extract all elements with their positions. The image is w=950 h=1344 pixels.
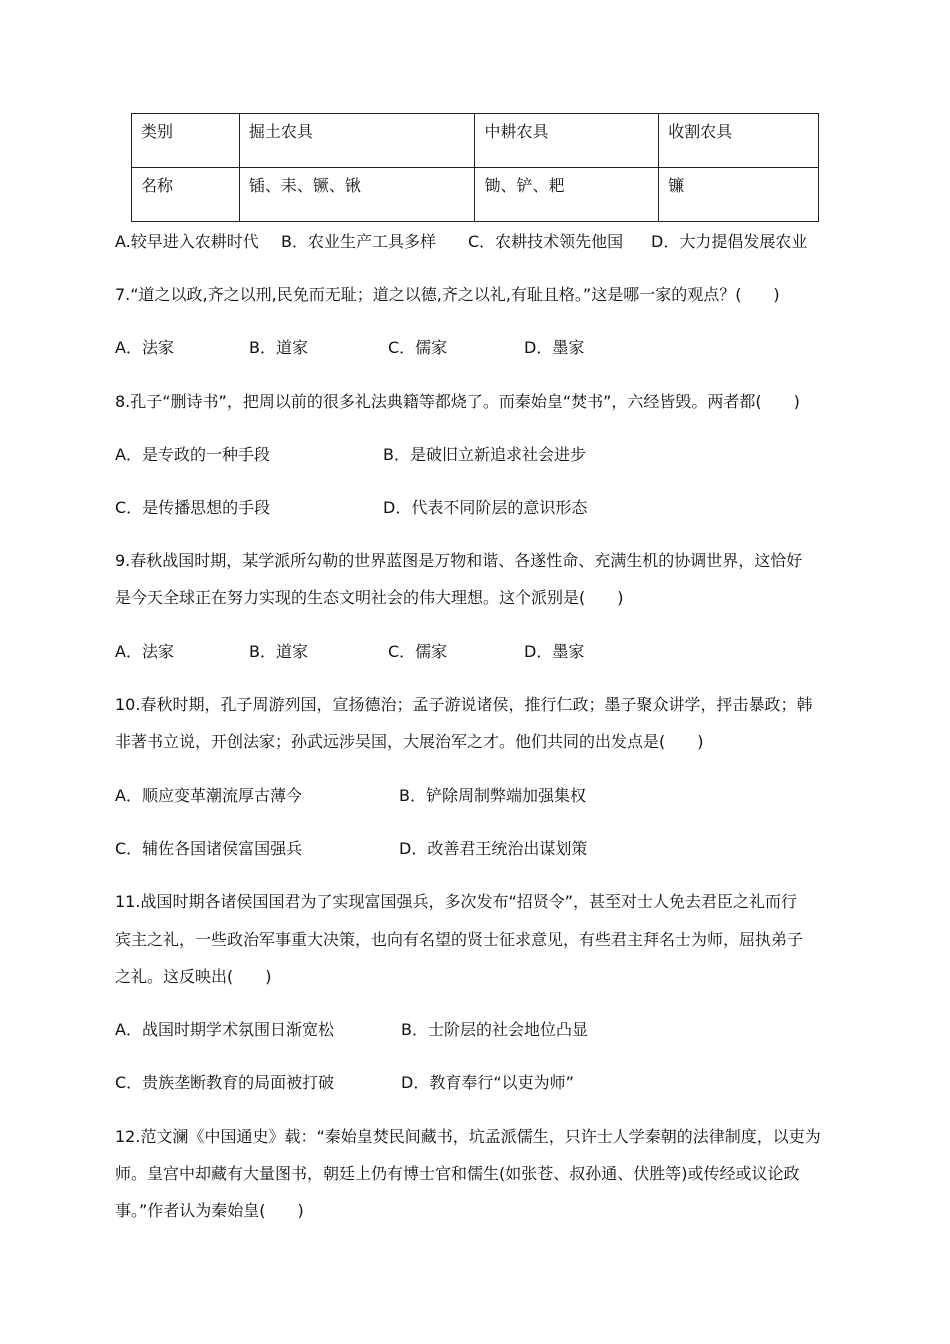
q11-option-d: D．教育奉行“以吏为师”: [401, 1073, 574, 1092]
table-cell: 掘土农具: [239, 114, 475, 168]
q6-option-c: C．农耕技术领先他国: [468, 232, 624, 251]
table-cell: 锸、耒、镢、锹: [239, 168, 475, 222]
q12-stem-line-1: 12.范文澜《中国通史》载：“秦始皇焚民间藏书，坑孟派儒生，只许士人学秦朝的法律制度，以吏为: [115, 1127, 821, 1146]
table-cell: 镰: [659, 168, 819, 222]
table-cell: 锄、铲、耙: [475, 168, 659, 222]
table-cell: 中耕农具: [475, 114, 659, 168]
q11-stem-line-2: 宾主之礼，一些政治军事重大决策，也向有名望的贤士征求意见，有些君主拜名士为师，屈执弟子: [115, 930, 804, 949]
farm-tools-table: [131, 113, 819, 222]
q9-option-d: D．墨家: [524, 642, 585, 661]
q9-option-b: B．道家: [249, 642, 308, 661]
q10-stem-line-2: 非著书立说，开创法家；孙武远涉吴国，大展治军之才。他们共同的出发点是( ): [115, 732, 704, 751]
q8-option-d: D．代表不同阶层的意识形态: [383, 498, 588, 517]
q10-option-a: A．顺应变革潮流厚古薄今: [115, 786, 302, 805]
table-row: [132, 168, 819, 222]
q9-option-c: C．儒家: [388, 642, 448, 661]
table-cell: 收割农具: [659, 114, 819, 168]
table-cell: 名称: [132, 168, 240, 222]
q11-stem-line-1: 11.战国时期各诸侯国国君为了实现富国强兵，多次发布“招贤令”，甚至对士人免去君臣之礼而行: [115, 892, 798, 911]
table-cell: 类别: [132, 114, 240, 168]
q8-option-a: A．是专政的一种手段: [115, 445, 270, 464]
q6-option-a: A.较早进入农耕时代: [115, 232, 259, 251]
q8-option-c: C．是传播思想的手段: [115, 498, 271, 517]
q9-option-a: A．法家: [115, 642, 174, 661]
q12-stem-line-2: 师。皇宫中却藏有大量图书，朝廷上仍有博士官和儒生(如张苍、叔孙通、伏胜等)或传经或议论政: [115, 1164, 800, 1183]
q11-option-a: A．战国时期学术氛围日渐宽松: [115, 1020, 334, 1039]
q7-option-b: B．道家: [249, 338, 308, 357]
q10-option-d: D．改善君王统治出谋划策: [399, 839, 588, 858]
q11-option-c: C．贵族垄断教育的局面被打破: [115, 1073, 335, 1092]
q10-stem-line-1: 10.春秋时期，孔子周游列国，宣扬德治；孟子游说诸侯，推行仁政；墨子聚众讲学，抨击暴政；韩: [115, 695, 813, 714]
q12-stem-line-3: 事。”作者认为秦始皇( ): [115, 1201, 304, 1220]
q6-option-b: B．农业生产工具多样: [281, 232, 436, 251]
q10-option-b: B．铲除周制弊端加强集权: [399, 786, 586, 805]
q11-stem-line-3: 之礼。这反映出( ): [115, 967, 272, 986]
q6-option-d: D．大力提倡发展农业: [651, 232, 808, 251]
q9-stem-line-1: 9.春秋战国时期，某学派所勾勒的世界蓝图是万物和谐、各遂性命、充满生机的协调世界，这恰好: [115, 551, 803, 570]
q7-option-c: C．儒家: [388, 338, 448, 357]
table-header-row: [132, 114, 819, 168]
q8-stem: 8.孔子“删诗书”，把周以前的很多礼法典籍等都烧了。而秦始皇“焚书”，六经皆毁。两者都( ): [115, 392, 800, 411]
q11-option-b: B．士阶层的社会地位凸显: [401, 1020, 588, 1039]
q10-option-c: C．辅佐各国诸侯富国强兵: [115, 839, 303, 858]
q7-stem: 7.“道之以政,齐之以刑,民免而无耻；道之以德,齐之以礼,有耻且格。”这是哪一家的观点？( ): [115, 285, 780, 304]
q9-stem-line-2: 是今天全球正在努力实现的生态文明社会的伟大理想。这个派别是( ): [115, 588, 624, 607]
q7-option-d: D．墨家: [524, 338, 585, 357]
q7-option-a: A．法家: [115, 338, 174, 357]
q8-option-b: B．是破旧立新追求社会进步: [383, 445, 586, 464]
